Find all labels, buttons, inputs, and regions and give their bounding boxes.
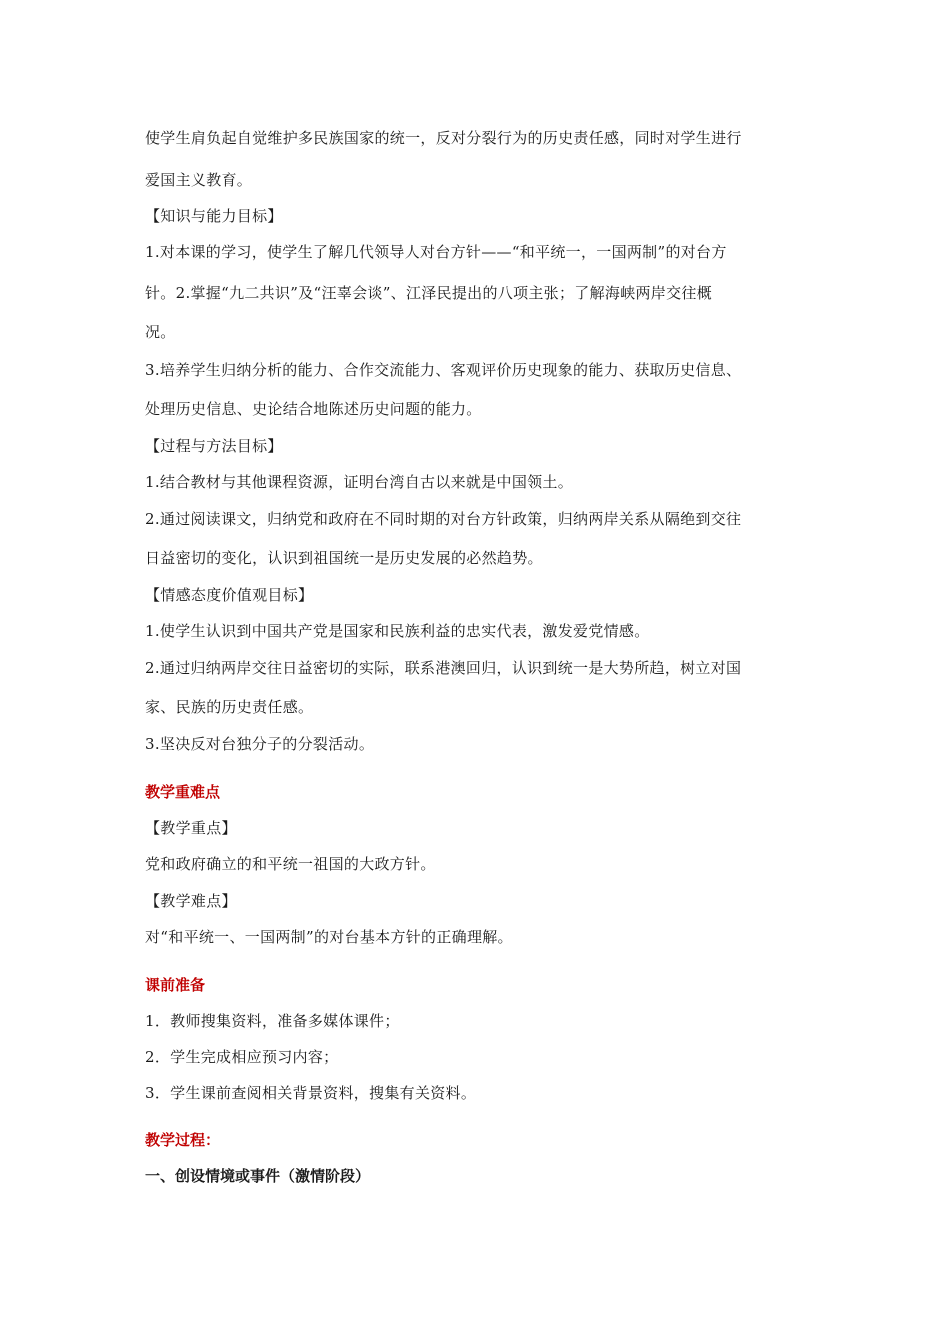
teaching-focus-title: 【教学重点】: [145, 819, 237, 837]
process-goal-line-3: 日益密切的变化，认识到祖国统一是历史发展的必然趋势。: [145, 549, 543, 567]
emotion-goal-line-4: 3.坚决反对台独分子的分裂活动。: [145, 735, 375, 753]
emotion-goal-line-2: 2.通过归纳两岸交往日益密切的实际，联系港澳回归，认识到统一是大势所趋，树立对国: [145, 659, 742, 677]
teaching-focus-text: 党和政府确立的和平统一祖国的大政方针。: [145, 855, 436, 873]
preparation-heading: 课前准备: [145, 976, 206, 994]
intro-line-1: 使学生肩负起自觉维护多民族国家的统一，反对分裂行为的历史责任感，同时对学生进行: [145, 129, 742, 147]
keypoints-heading: 教学重难点: [145, 783, 221, 801]
intro-line-2: 爱国主义教育。: [145, 171, 253, 189]
teaching-difficulty-title: 【教学难点】: [145, 892, 237, 910]
emotion-goal-line-3: 家、民族的历史责任感。: [145, 698, 314, 716]
knowledge-goal-line-4: 3.培养学生归纳分析的能力、合作交流能力、客观评价历史现象的能力、获取历史信息、: [145, 361, 742, 379]
process-goal-title: 【过程与方法目标】: [145, 437, 283, 455]
knowledge-goal-line-5: 处理历史信息、史论结合地陈述历史问题的能力。: [145, 400, 482, 418]
knowledge-goal-line-2: 针。2.掌握“九二共识”及“汪辜会谈”、江泽民提出的八项主张；了解海峡两岸交往概: [145, 284, 712, 302]
preparation-item-2: 2．学生完成相应预习内容；: [145, 1048, 339, 1066]
teaching-process-heading: 教学过程：: [145, 1131, 221, 1149]
process-goal-line-1: 1.结合教材与其他课程资源，证明台湾自古以来就是中国领土。: [145, 473, 574, 491]
teaching-difficulty-text: 对“和平统一、一国两制”的对台基本方针的正确理解。: [145, 928, 513, 946]
emotion-goal-title: 【情感态度价值观目标】: [145, 586, 314, 604]
process-goal-line-2: 2.通过阅读课文，归纳党和政府在不同时期的对台方针政策，归纳两岸关系从隔绝到交往: [145, 510, 742, 528]
knowledge-goal-line-3: 况。: [145, 323, 176, 341]
document-page: [145, 0, 820, 1344]
teaching-section-1-heading: 一、创设情境或事件（激情阶段）: [145, 1167, 371, 1185]
knowledge-goal-title: 【知识与能力目标】: [145, 207, 283, 225]
knowledge-goal-line-1: 1.对本课的学习，使学生了解几代领导人对台方针——“和平统一，一国两制”的对台方: [145, 243, 727, 261]
emotion-goal-line-1: 1.使学生认识到中国共产党是国家和民族利益的忠实代表，激发爱党情感。: [145, 622, 650, 640]
preparation-item-3: 3．学生课前查阅相关背景资料，搜集有关资料。: [145, 1084, 477, 1102]
preparation-item-1: 1．教师搜集资料，准备多媒体课件；: [145, 1012, 400, 1030]
